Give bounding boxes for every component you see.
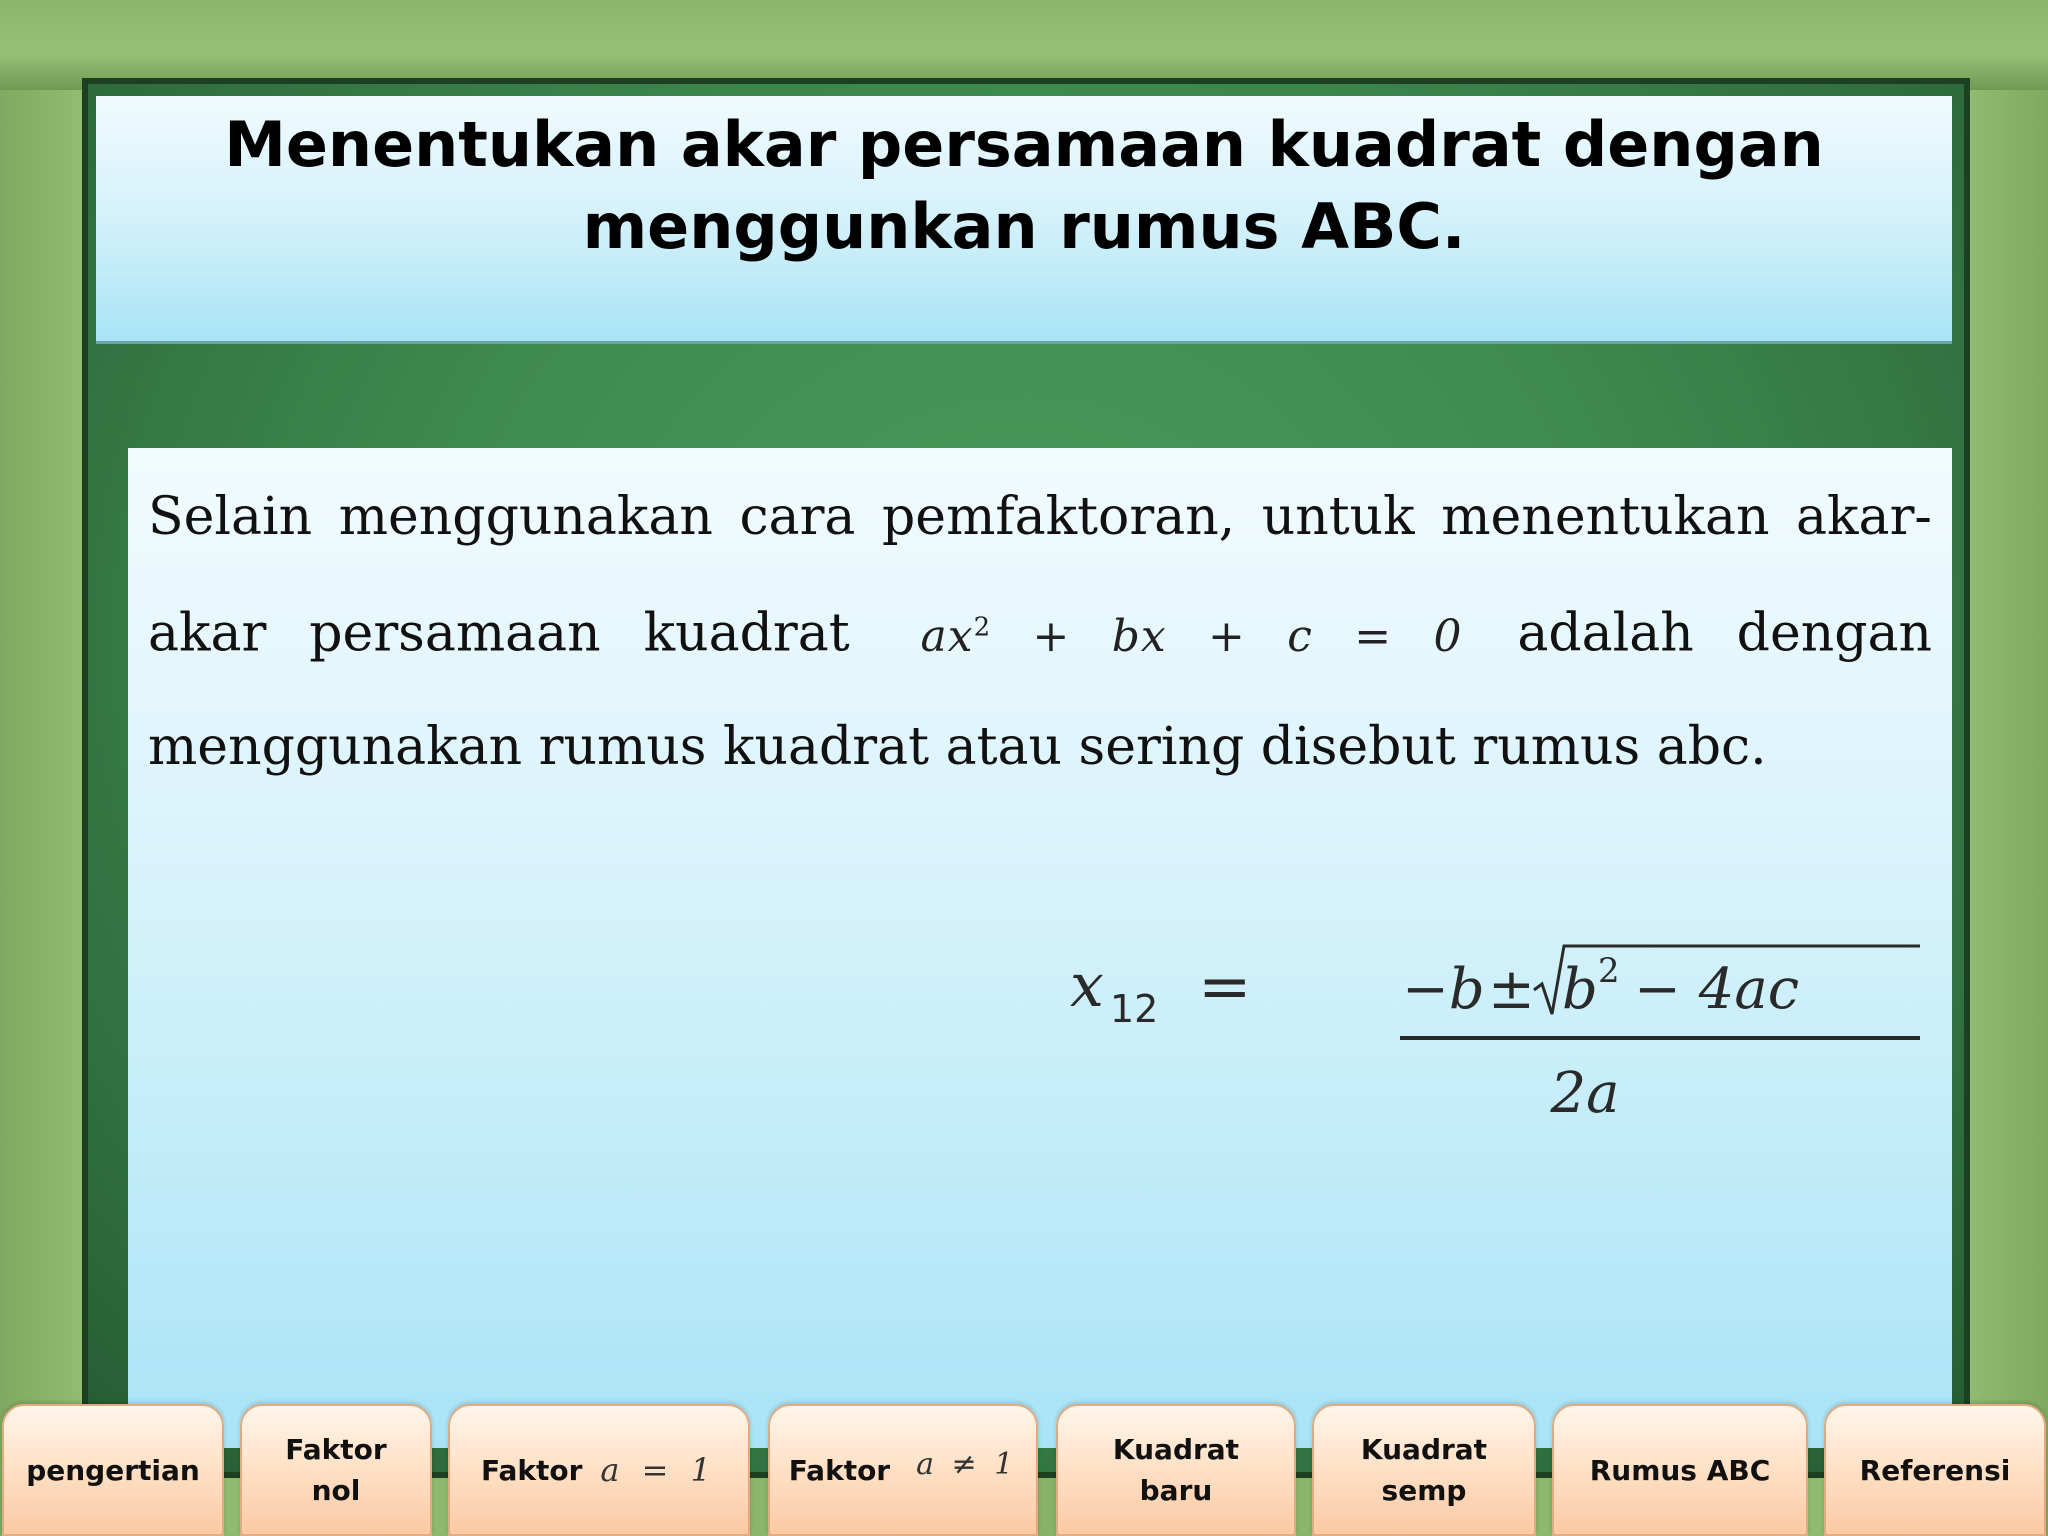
formula-equals: = [1198,950,1252,1024]
nav-button-kuadrat-baru[interactable] [1056,1404,1296,1536]
inline-eq-exponent: 2 [973,612,992,642]
intro-paragraph [148,462,1932,802]
frame-top-edge [0,0,2048,90]
nav-button-faktor-a-neq-1[interactable] [768,1404,1038,1536]
paragraph-text-before: Selain menggunakan cara pemfaktoran, untuk menentukan akar-akar persamaan kuadrat [148,487,1932,664]
formula-numerator-prefix: −b [1402,957,1485,1022]
nav-button-label: Faktor [788,1453,891,1487]
inline-eq-rest: + bx + c = 0 [1032,610,1463,662]
nav-button-label: pengertian [26,1453,200,1487]
nav-button-line1: Kuadrat [1112,1433,1240,1466]
formula-plus-minus: ± [1488,957,1535,1022]
nav-button-label: Referensi [1859,1453,2011,1487]
inline-equation [921,611,1463,662]
nav-button-faktor-nol[interactable] [240,1404,432,1536]
bottom-navigation [0,1404,2048,1536]
title-panel [96,96,1952,344]
nav-button-label [1361,1429,1487,1511]
nav-button-label [1113,1429,1239,1511]
nav-button-math: a ≠ 1 [916,1446,1018,1482]
nav-button-rumus-abc[interactable] [1552,1404,1808,1536]
nav-button-line1: Faktor [285,1433,387,1466]
paragraph-text-after: adalah dengan menggunakan rumus kuadrat atau sering disebut rumus abc. [148,603,1933,777]
nav-button-kuadrat-semp[interactable] [1312,1404,1536,1536]
nav-button-line1: Kuadrat [1360,1433,1488,1466]
nav-button-label [285,1429,386,1511]
nav-button-line2: nol [311,1474,361,1507]
nav-button-label: Rumus ABC [1589,1453,1771,1487]
nav-button-math: a = 1 [600,1450,718,1489]
quadratic-formula [1070,886,1830,1126]
nav-button-referensi[interactable] [1824,1404,2046,1536]
nav-button-line2: baru [1139,1474,1213,1507]
nav-button-label: Faktor [480,1453,583,1487]
formula-radicand-exponent: 2 [1598,951,1620,991]
formula-lhs: x [1070,951,1104,1021]
nav-button-faktor-a-eq-1[interactable] [448,1404,750,1536]
inline-eq-base: ax [920,610,974,662]
content-panel [128,448,1952,1448]
slide-title: Menentukan akar persamaan kuadrat dengan menggunkan rumus ABC. [224,108,1824,263]
formula-graphic [1070,886,1830,1126]
nav-button-line2: semp [1381,1474,1467,1507]
formula-radicand-rest: − 4ac [1634,957,1800,1022]
formula-radicand-base: b [1562,957,1598,1022]
formula-denominator: 2a [1550,1061,1620,1126]
nav-button-pengertian[interactable] [2,1404,224,1536]
formula-subscript: 12 [1110,987,1159,1031]
